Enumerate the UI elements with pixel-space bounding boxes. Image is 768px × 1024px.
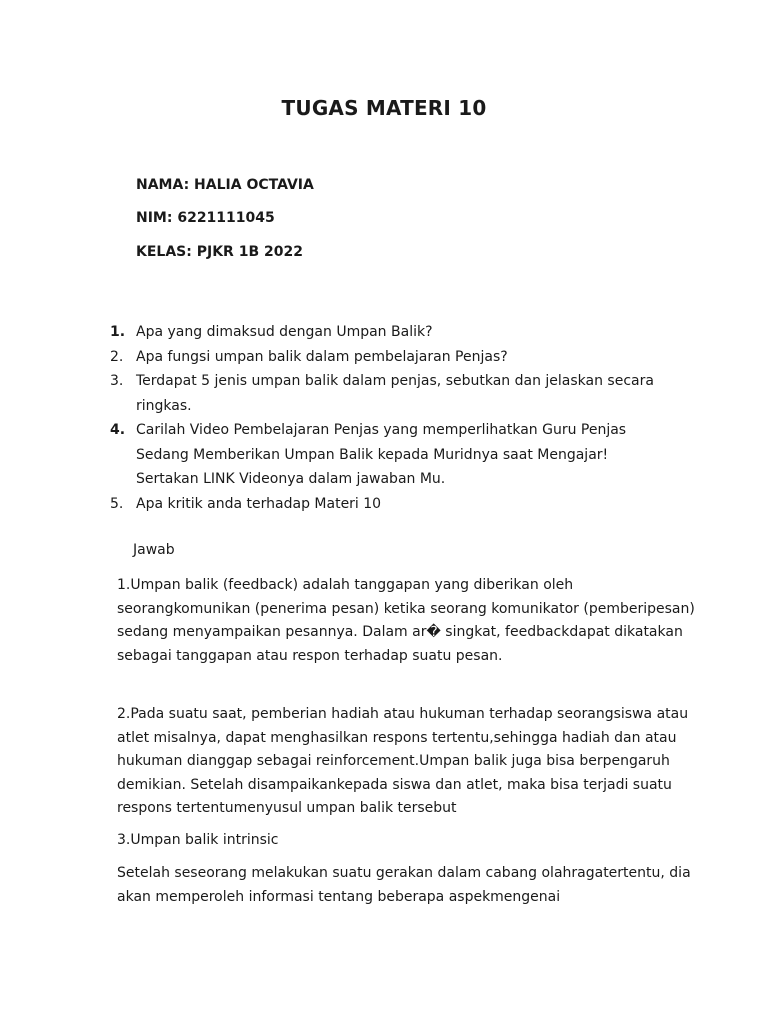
- question-item: [110, 320, 670, 345]
- answer-text: 3.Umpan balik intrinsic: [117, 832, 279, 848]
- student-nim: NIM: 6221111045: [136, 210, 275, 226]
- document-title: TUGAS MATERI 10: [281, 96, 487, 120]
- question-item: [110, 492, 670, 517]
- question-number: 3.: [110, 373, 124, 389]
- question-text: Carilah Video Pembelajaran Penjas yang memperlihatkan Guru Penjas Sedang Memberikan Umpan Balik kepada Muridnya saat Mengajar! Sertakan LINK Videonya dalam jawaban Mu.: [136, 422, 627, 487]
- answer-text: 1.Umpan balik (feedback) adalah tanggapan yang diberikan oleh seorangkomunikan (penerima pesan) ketika seorang komunikator (pemberipesan) sedang menyampaikan pesannya. Dalam ar� singkat, feedbackdapat dikatakan sebagai tanggapan atau respon terhadap suatu pesan.: [117, 577, 695, 664]
- question-number: 1.: [110, 324, 126, 340]
- student-class: KELAS: PJKR 1B 2022: [136, 244, 303, 260]
- question-text: Apa kritik anda terhadap Materi 10: [136, 495, 382, 512]
- question-number: 5.: [110, 495, 124, 512]
- question-list: [110, 320, 670, 516]
- answer-paragraph: [117, 862, 697, 909]
- question-item: [110, 369, 670, 418]
- question-item: [110, 345, 670, 370]
- answer-text: 2.Pada suatu saat, pemberian hadiah atau hukuman terhadap seorangsiswa atau atlet misalnya, dapat menghasilkan respons tertentu,sehingga hadiah dan atau hukuman dianggap sebagai reinforcement.Umpan balik juga bisa berpengaruh demikian. Setelah disampaikankepada siswa dan atlet, maka bisa terjadi suatu respons tertentumenyusul umpan balik tersebut: [117, 706, 689, 816]
- question-text: Apa yang dimaksud dengan Umpan Balik?: [136, 324, 433, 340]
- answer-paragraph: [117, 703, 697, 821]
- answer-heading: Jawab: [133, 542, 175, 558]
- answer-paragraph: [117, 829, 697, 853]
- question-number: 4.: [110, 422, 126, 438]
- question-text: Terdapat 5 jenis umpan balik dalam penjas, sebutkan dan jelaskan secara ringkas.: [136, 373, 654, 414]
- answer-paragraph: [117, 574, 697, 668]
- answer-text: Setelah seseorang melakukan suatu gerakan dalam cabang olahragatertentu, dia akan memperoleh informasi tentang beberapa aspekmengenai: [117, 865, 691, 905]
- question-item: [110, 418, 670, 492]
- question-number: 2.: [110, 348, 124, 365]
- student-name: NAMA: HALIA OCTAVIA: [136, 177, 314, 193]
- question-text: Apa fungsi umpan balik dalam pembelajaran Penjas?: [136, 348, 508, 365]
